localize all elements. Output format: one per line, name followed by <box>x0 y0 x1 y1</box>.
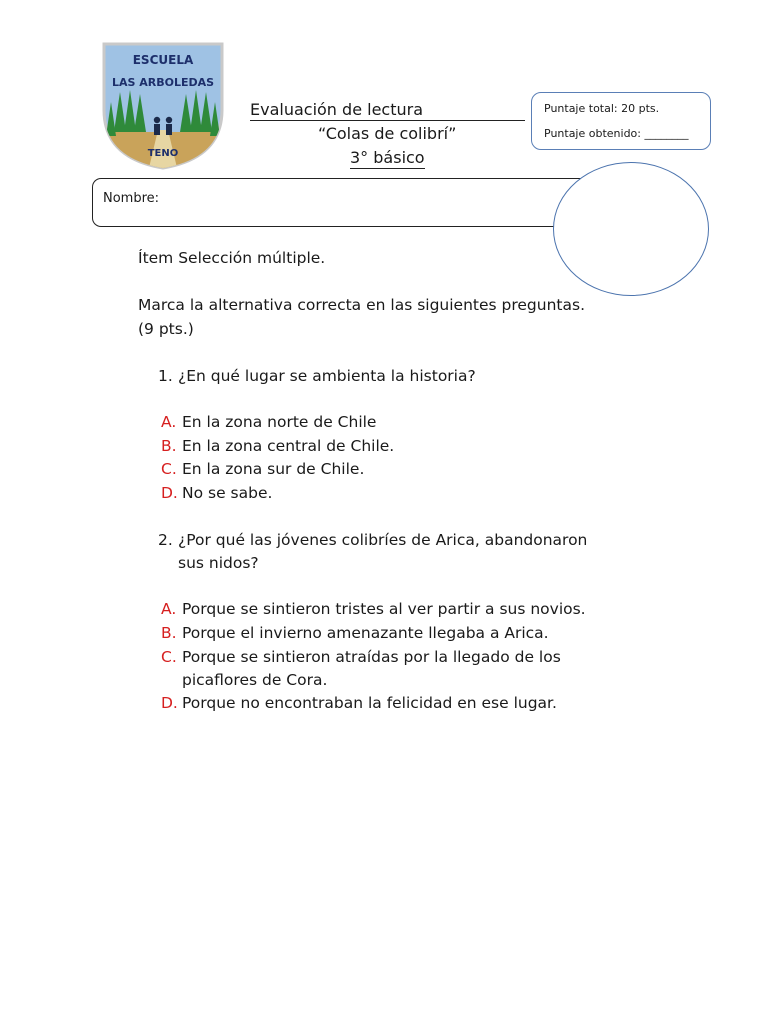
option-letter: C. <box>161 460 177 478</box>
option-text: Porque se sintieron atraídas por la llegado de los <box>182 648 561 666</box>
logo-bottom-text: TENO <box>147 148 179 159</box>
option-letter: B. <box>161 624 177 642</box>
logo-top-text: ESCUELA <box>132 53 194 67</box>
option-text: Porque no encontraban la felicidad en ese lugar. <box>182 694 557 712</box>
option-text: Porque el invierno amenazante llegaba a Arica. <box>182 624 549 642</box>
option-letter: C. <box>161 648 177 666</box>
option-letter: B. <box>161 437 177 455</box>
question-text: ¿En qué lugar se ambienta la historia? <box>178 367 476 385</box>
option-text: En la zona central de Chile. <box>182 437 395 455</box>
option-text-continuation: picaflores de Cora. <box>182 671 328 689</box>
logo-middle-text: LAS ARBOLEDAS <box>111 76 215 89</box>
option-text: Porque se sintieron tristes al ver partir a sus novios. <box>182 600 586 618</box>
instruction-points: (9 pts.) <box>138 320 194 338</box>
story-title: “Colas de colibrí” <box>318 124 457 143</box>
option-text: En la zona norte de Chile <box>182 413 377 431</box>
grade-circle[interactable] <box>553 162 709 296</box>
option-letter: A. <box>161 600 177 618</box>
question-text: ¿Por qué las jóvenes colibríes de Arica, abandonaron <box>178 531 588 549</box>
option-letter: D. <box>161 484 178 502</box>
option-letter: A. <box>161 413 177 431</box>
question-number: 1. <box>158 367 173 385</box>
grade-level: 3° básico <box>350 148 425 167</box>
score-box <box>531 92 711 150</box>
evaluation-title: Evaluación de lectura <box>250 100 525 121</box>
name-label: Nombre: <box>103 191 160 206</box>
score-total: Puntaje total: 20 pts. <box>544 102 660 115</box>
section-title: Ítem Selección múltiple. <box>138 249 326 267</box>
score-obtained-field[interactable]: Puntaje obtenido: ________ <box>544 127 689 140</box>
option-text: No se sabe. <box>182 484 273 502</box>
school-logo <box>100 40 226 172</box>
instruction-line: Marca la alternativa correcta en las siguientes preguntas. <box>138 296 585 314</box>
name-field[interactable] <box>92 178 592 227</box>
question-number: 2. <box>158 531 173 549</box>
option-text: En la zona sur de Chile. <box>182 460 365 478</box>
question-text-continuation: sus nidos? <box>178 554 259 572</box>
option-letter: D. <box>161 694 178 712</box>
